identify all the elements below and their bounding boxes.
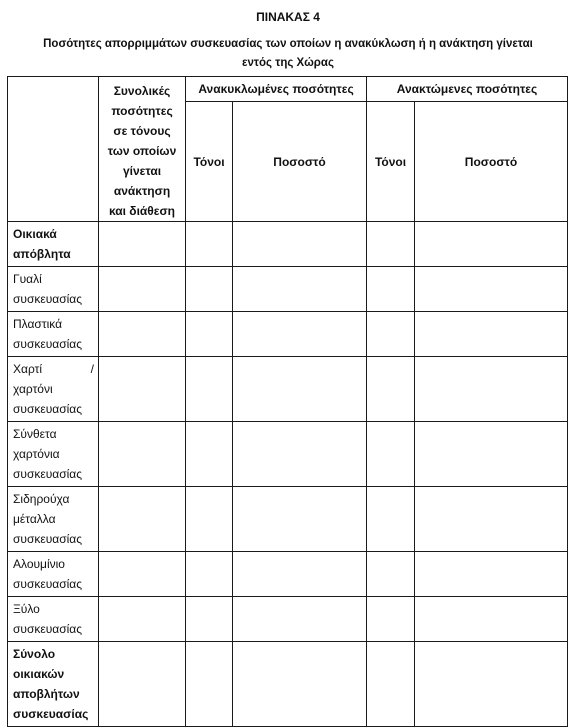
table-row: [8, 597, 568, 642]
header-total-line: και διάθεση: [108, 204, 176, 218]
recovered-percent-cell: [415, 552, 568, 597]
row-label-line: Οικιακά: [13, 227, 57, 241]
row-label: [8, 552, 99, 597]
header-recovered-percent: Ποσοστό: [415, 102, 568, 222]
recovered-tons-cell: [367, 422, 415, 487]
recycled-tons-cell: [186, 222, 233, 267]
recovered-percent-cell: [415, 597, 568, 642]
recycled-tons-cell: [186, 312, 233, 357]
header-total-line: Συνολικές: [113, 84, 171, 98]
row-label: [8, 642, 99, 727]
row-label-line: συσκευασίας: [13, 337, 83, 351]
table-row: [8, 267, 568, 312]
row-label-line: συσκευασίας: [13, 292, 83, 306]
row-label: [8, 487, 99, 552]
recycled-percent-cell: [233, 487, 367, 552]
recycled-percent-cell: [233, 222, 367, 267]
recycled-percent-cell: [233, 267, 367, 312]
row-label: [8, 597, 99, 642]
total-cell: [99, 312, 186, 357]
table-row: [8, 357, 568, 422]
header-total-line: ανάκτηση: [113, 184, 171, 198]
recycled-percent-cell: [233, 422, 367, 487]
recovered-tons-cell: [367, 552, 415, 597]
row-label-line: συσκευασίας: [13, 532, 83, 546]
row-label-line: Αλουμίνιο: [13, 557, 65, 571]
recycled-percent-cell: [233, 642, 367, 727]
row-label-line: Σιδηρούχα: [13, 492, 70, 506]
table-row: [8, 552, 568, 597]
row-label-line: απόβλητα: [13, 247, 71, 261]
header-total-line: γίνεται: [122, 164, 162, 178]
recycled-percent-cell: [233, 552, 367, 597]
header-total-line: των οποίων: [107, 144, 177, 158]
row-label-line: αποβλήτων: [13, 687, 80, 701]
row-label-line: Σύνθετα: [13, 427, 57, 441]
recycled-tons-cell: [186, 597, 233, 642]
header-recycled-percent: Ποσοστό: [233, 102, 367, 222]
recovered-tons-cell: [367, 267, 415, 312]
total-cell: [99, 357, 186, 422]
table-row: [8, 222, 568, 267]
row-label-line: χαρτόνι: [13, 382, 53, 396]
table-subtitle: [10, 35, 566, 73]
recovered-percent-cell: [415, 487, 568, 552]
recovered-tons-cell: [367, 597, 415, 642]
header-row-1: [8, 77, 568, 102]
row-label-line: Γυαλί: [13, 272, 42, 286]
recovered-percent-cell: [415, 222, 568, 267]
recycled-percent-cell: [233, 597, 367, 642]
row-label-line: συσκευασίας: [13, 467, 83, 481]
total-cell: [99, 552, 186, 597]
row-label-line: [13, 359, 94, 379]
row-label-line: Σύνολο: [13, 647, 56, 661]
recovered-percent-cell: [415, 267, 568, 312]
total-cell: [99, 267, 186, 312]
recovered-tons-cell: [367, 487, 415, 552]
table-subtitle-line-2: εντός της Χώρας: [242, 57, 334, 69]
header-recovered-group: Ανακτώμενες ποσότητες: [367, 77, 568, 102]
row-label-line: οικιακών: [13, 667, 65, 681]
row-label: [8, 267, 99, 312]
row-label-line: συσκευασίας: [13, 707, 89, 721]
row-label: [8, 222, 99, 267]
recycled-tons-cell: [186, 487, 233, 552]
row-label-line: Ξύλο: [13, 602, 40, 616]
recycled-tons-cell: [186, 267, 233, 312]
table-row: [8, 422, 568, 487]
header-total-line: σε τόνους: [113, 124, 171, 138]
recovered-tons-cell: [367, 312, 415, 357]
header-recycled-group: Ανακυκλωμένες ποσότητες: [186, 77, 367, 102]
total-cell: [99, 642, 186, 727]
row-label-line: μέταλλα: [13, 512, 56, 526]
header-total-line: ποσότητες: [111, 104, 173, 118]
row-label-line: συσκευασίας: [13, 577, 83, 591]
total-cell: [99, 422, 186, 487]
recovered-percent-cell: [415, 422, 568, 487]
header-total-quantities: [99, 77, 186, 222]
recycled-percent-cell: [233, 357, 367, 422]
row-label-line: συσκευασίας: [13, 402, 83, 416]
recovered-percent-cell: [415, 357, 568, 422]
recycled-tons-cell: [186, 642, 233, 727]
table-subtitle-line-1: Ποσότητες απορριμμάτων συσκευασίας των οποίων η ανακύκλωση ή η ανάκτηση γίνεται: [43, 38, 533, 50]
total-cell: [99, 222, 186, 267]
header-recovered-tons: Τόνοι: [367, 102, 415, 222]
row-label: [8, 422, 99, 487]
row-label-word: Χαρτί: [13, 362, 43, 376]
recovered-tons-cell: [367, 222, 415, 267]
row-label: [8, 357, 99, 422]
row-label: [8, 312, 99, 357]
row-label-line: συσκευασίας: [13, 622, 83, 636]
recycled-tons-cell: [186, 422, 233, 487]
table-row: [8, 312, 568, 357]
table-row: [8, 487, 568, 552]
row-label-line: Πλαστικά: [13, 317, 63, 331]
header-category-cell: [8, 77, 99, 222]
row-label-line: χαρτόνια: [13, 447, 60, 461]
row-label-slash: /: [90, 362, 94, 376]
header-recycled-tons: Τόνοι: [186, 102, 233, 222]
recycled-percent-cell: [233, 312, 367, 357]
table-row: [8, 642, 568, 727]
recovered-tons-cell: [367, 642, 415, 727]
recovered-percent-cell: [415, 312, 568, 357]
recovered-percent-cell: [415, 642, 568, 727]
recovered-tons-cell: [367, 357, 415, 422]
recycled-tons-cell: [186, 357, 233, 422]
recycled-tons-cell: [186, 552, 233, 597]
total-cell: [99, 597, 186, 642]
waste-quantities-table: [7, 76, 568, 727]
table-title: ΠΙΝΑΚΑΣ 4: [256, 10, 320, 24]
total-cell: [99, 487, 186, 552]
